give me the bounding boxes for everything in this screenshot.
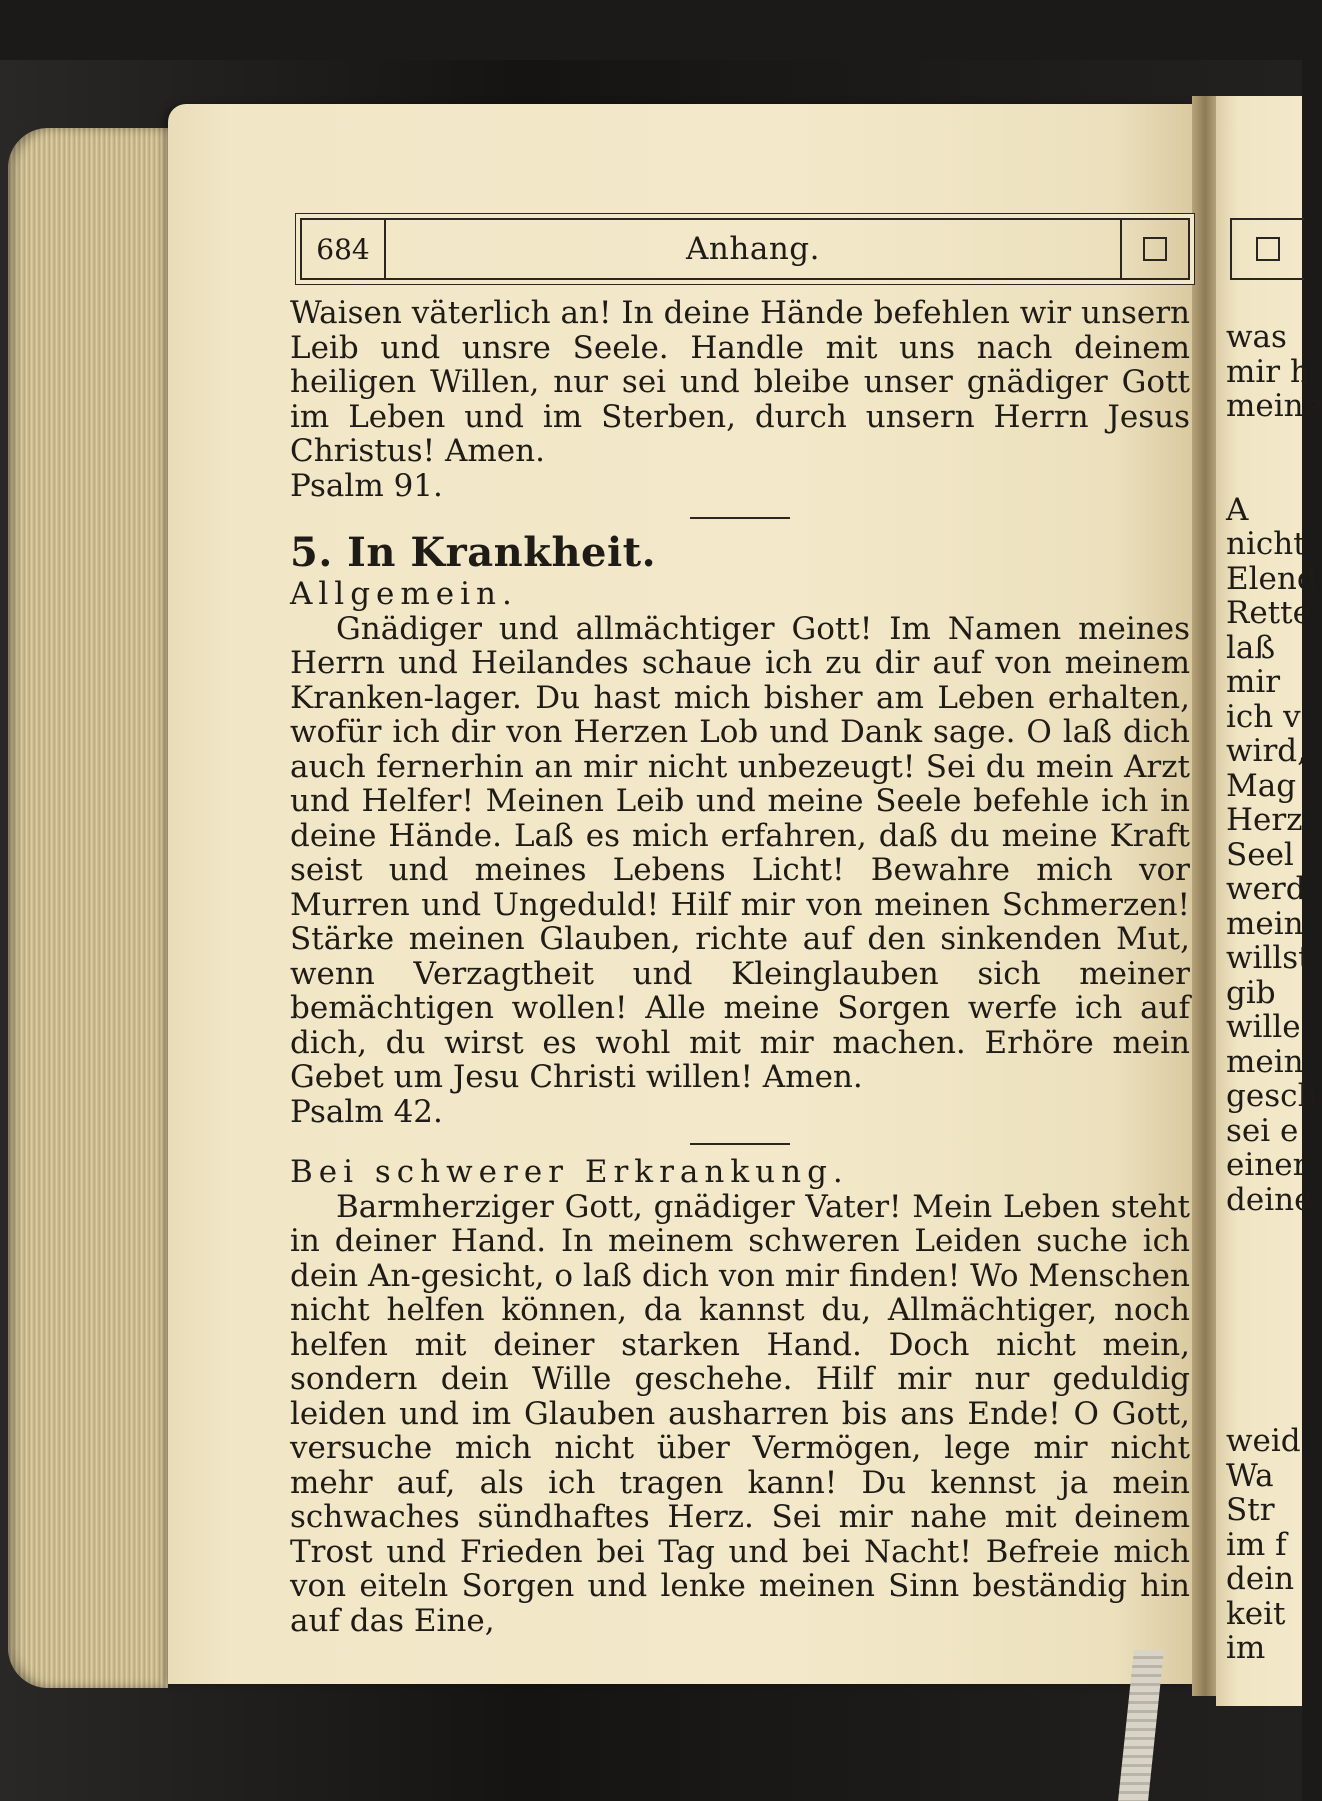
prayer-schwere-erkrankung: Barmherziger Gott, gnädiger Vater! Mein Leben steht in deiner Hand. In meinem schweren Leiden suche ich dein An-gesicht, o laß dich von mir finden! Wo Menschen nicht helfen können, da kannst du, Allmächtiger, noch helfen mit deiner starken Hand. Doch nicht mein, sondern dein Wille geschehe. Hilf mir nur geduldig leiden und im Glauben ausharren bis ans Ende! O Gott, versuche mich nicht über Vermögen, lege mir nicht mehr auf, als ich tragen kann! Du kennst ja mein schwaches sündhaftes Herz. Sei mir nahe mit deinem Trost und Frieden bei Tag und bei Nacht! Befreie mich von eiteln Sorgen und lenke meinen Sinn beständig hin auf das Eine, — [290, 1188, 1190, 1639]
psalm-reference-91: Psalm 91. — [290, 467, 443, 504]
page-number: 684 — [302, 220, 386, 278]
header-title: Anhang. — [686, 231, 820, 267]
right-page-line: Wa — [1226, 1457, 1274, 1494]
book-gutter — [1192, 96, 1218, 1696]
running-header — [300, 218, 1190, 280]
right-page-line: gib — [1226, 974, 1276, 1011]
right-page-line — [1226, 1390, 1302, 1425]
right-page-line: deine — [1226, 1181, 1313, 1218]
page-edges — [8, 128, 168, 1688]
right-page-line: einer — [1226, 1147, 1308, 1183]
right-page-line: Str — [1226, 1492, 1275, 1528]
right-header-square-ornament — [1230, 218, 1304, 280]
right-page-line: wille — [1226, 1009, 1301, 1045]
right-page-line: im — [1226, 1630, 1266, 1666]
right-page-line: ich v — [1226, 698, 1301, 735]
subheading-allgemein: Allgemein. — [290, 576, 518, 612]
right-page-line — [1226, 1252, 1302, 1287]
right-page-line: Elend — [1226, 560, 1317, 597]
right-page-line — [1226, 1321, 1302, 1356]
right-page-line: A — [1226, 491, 1249, 528]
prayer-ending-paragraph: Waisen väterlich an! In deine Hände befehlen wir unsern Leib und unsre Seele. Handle mit uns nach deinem heiligen Willen, nur sei und bleibe unser gnädiger Gott im Leben und im Sterben, durch unsern Herrn Jesus Christus! Amen. — [290, 295, 1190, 469]
right-page-line: Rette — [1226, 595, 1311, 631]
right-page-line: was — [1226, 319, 1287, 355]
right-page-line — [1226, 424, 1302, 459]
right-page-line: Herz — [1226, 802, 1303, 838]
right-page-line: laß — [1226, 629, 1276, 666]
right-page-line: im f — [1226, 1526, 1287, 1563]
right-page-line — [1226, 458, 1302, 493]
right-page-line: Mag — [1226, 767, 1297, 804]
right-page-line: mein — [1226, 905, 1304, 942]
right-page-line: meine — [1226, 388, 1322, 424]
prayer-allgemein: Gnädiger und allmächtiger Gott! Im Namen meines Herrn und Heilandes schaue ich zu dir auf von meinem Kranken-lager. Du hast mich bisher am Leben erhalten, wofür ich dir von Herzen Lob und Dank sage. O laß dich auch fernerhin an mir nicht unbezeugt! Sei du mein Arzt und Helfer! Meinen Leib und meine Seele befehle ich in deine Hände. Laß es mich erfahren, daß du meine Kraft seist und meines Lebens Licht! Bewahre mich vor Murren und Ungeduld! Hilf mir von meinen Schmerzen! Stärke meinen Glauben, richte auf den sinkenden Mut, wenn Verzagtheit und Kleinglauben sich meiner bemächtigen wollen! Alle meine Sorgen werfe ich auf dich, du wirst es wohl mit mir machen. Erhöre mein Gebet um Jesu Christi willen! Amen. — [290, 610, 1190, 1095]
right-page-line: willst — [1226, 940, 1311, 976]
right-page-line: werd — [1226, 871, 1306, 907]
right-page-line: dein — [1226, 1561, 1295, 1597]
section-divider — [690, 517, 790, 519]
chapter-heading: 5. In Krankheit. — [290, 529, 657, 576]
right-page-line: keit — [1226, 1595, 1286, 1632]
right-page-line: weid — [1226, 1423, 1301, 1459]
right-page-line — [1226, 1286, 1302, 1321]
right-page-line: gesch — [1226, 1078, 1318, 1114]
left-page-text — [290, 296, 1190, 1638]
header-square-ornament — [1120, 220, 1188, 278]
right-page-line: Seel — [1226, 836, 1294, 873]
right-page-line: mein — [1226, 1043, 1304, 1080]
psalm-reference-42: Psalm 42. — [290, 1093, 443, 1130]
section-divider-2 — [690, 1143, 790, 1145]
right-page-line: nicht — [1226, 526, 1306, 562]
right-page-line: mir h — [1226, 353, 1310, 390]
right-page-line: wird, — [1226, 733, 1307, 769]
right-page-text-fragments — [1226, 319, 1322, 1666]
right-page-line: mir — [1226, 664, 1281, 700]
right-page-line — [1226, 1217, 1302, 1252]
right-page-line: sei e — [1226, 1112, 1299, 1149]
subheading-schwere-erkrankung: Bei schwerer Erkrankung. — [290, 1154, 849, 1190]
right-page-line — [1226, 1355, 1302, 1390]
